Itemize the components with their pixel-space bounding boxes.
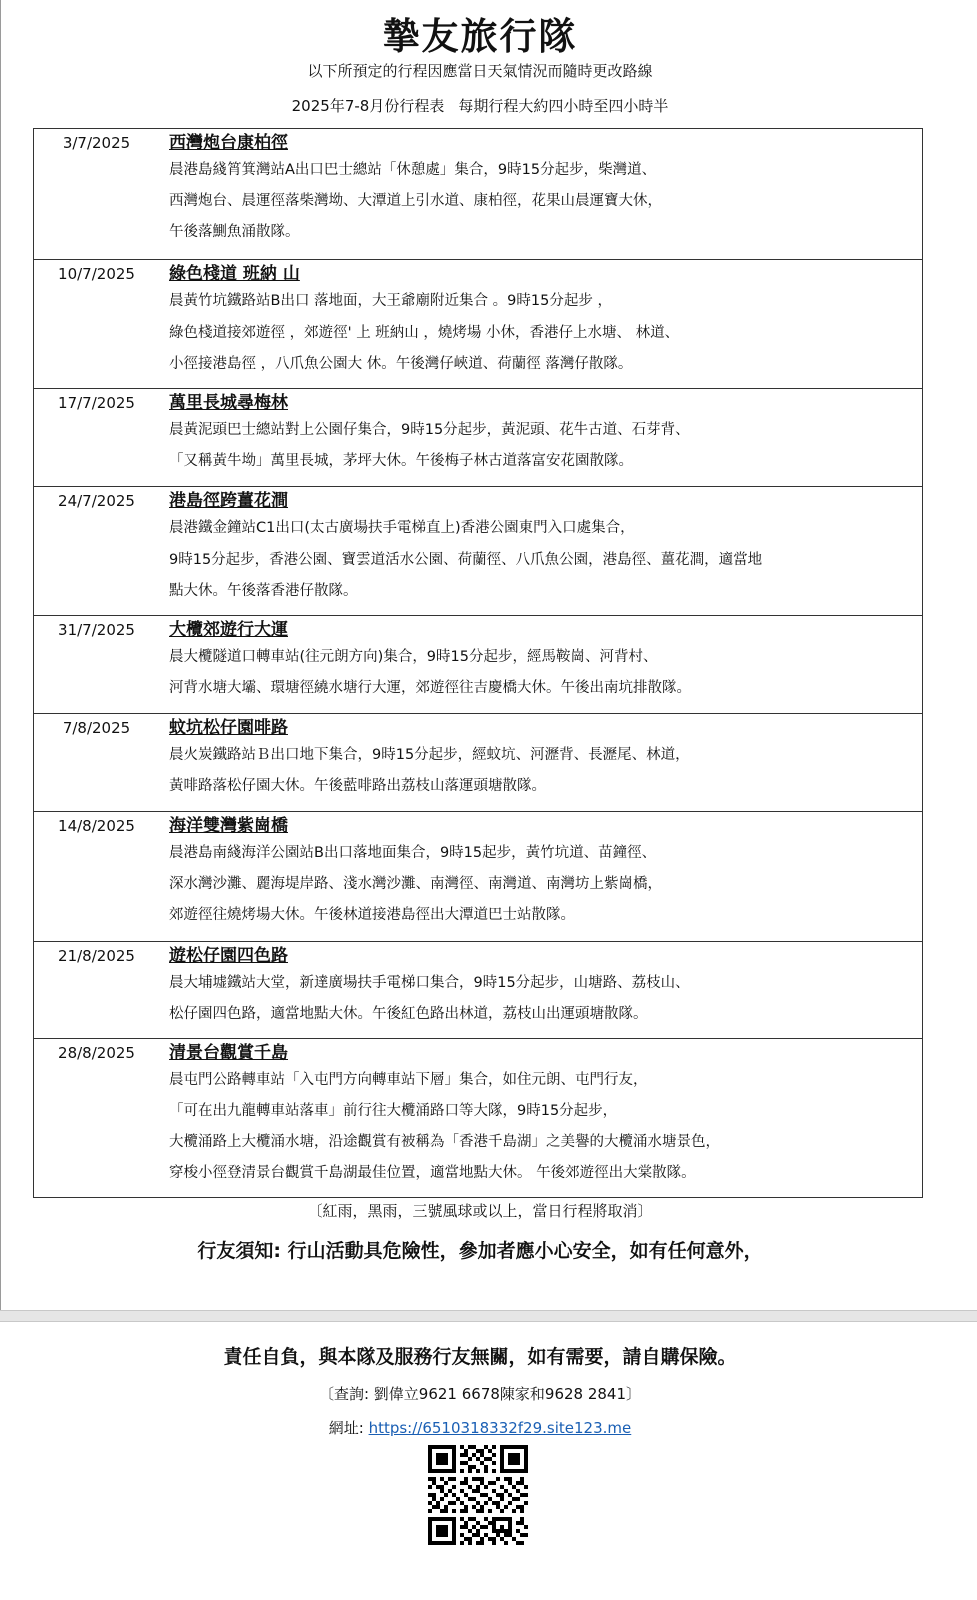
hike-details [169, 131, 918, 248]
route-description-line: 河背水塘大壩、環塘徑繞水塘行大運，郊遊徑往吉慶橋大休。午後出南坑排散隊。 [169, 680, 691, 696]
hike-details [169, 391, 918, 477]
schedule-row [34, 259, 922, 388]
route-description-line: 綠色棧道接郊遊徑 ，郊遊徑' 上 班納山 ，燒烤場 小休，香港仔上水塘、 林道、 [169, 324, 680, 341]
route-description-line: 大欖涌路上大欖涌水塘，沿途觀賞有被稱為「香港千島湖」之美譽的大欖涌水塘景色， [169, 1134, 720, 1150]
hike-details [169, 618, 918, 704]
safety-notice: 行友須知: 行山活動具危險性，參加者應小心安全，如有任何意外， [197, 1240, 763, 1262]
schedule-row [34, 388, 922, 486]
route-description-line: 晨大欖隧道口轉車站(往元朗方向)集合，9時15分起步，經馬鞍崗、河背村、 [169, 649, 658, 665]
route-name: 海洋雙灣紫崗橋 [169, 816, 288, 836]
route-description-line: 深水灣沙灘、麗海堤岸路、淺水灣沙灘、南灣徑、南灣道、南灣坊上紫崗橋， [169, 876, 662, 892]
route-description-line: 午後落鰂魚涌散隊。 [169, 224, 300, 240]
route-description-line: 點大休。午後落香港仔散隊。 [169, 583, 358, 599]
route-description-line: 穿梭小徑登清景台觀賞千島湖最佳位置，適當地點大休。 午後郊遊徑出大棠散隊。 [169, 1165, 696, 1181]
schedule-table [33, 128, 923, 1198]
schedule-row [34, 1038, 922, 1197]
route-name: 大欖郊遊行大運 [169, 620, 288, 640]
route-description-line: 「又稱黃牛坳」萬里長城，茅坪大休。午後梅子林古道落富安花園散隊。 [169, 453, 633, 469]
hike-date: 14/8/2025 [58, 817, 135, 835]
page-subtitle: 以下所預定的行程因應當日天氣情況而隨時更改路線 [307, 62, 653, 80]
hike-details [169, 489, 918, 608]
route-name: 港島徑跨薑花澗 [169, 491, 288, 511]
hike-date: 10/7/2025 [58, 265, 135, 283]
route-name: 清景台觀賞千島 [169, 1043, 288, 1063]
route-name: 綠色棧道 班納 山 [169, 264, 300, 284]
route-description-line: 「可在出九龍轉車站落車」前行往大欖涌路口等大隊，9時15分起步， [169, 1103, 618, 1119]
route-name: 萬里長城尋梅林 [169, 393, 288, 413]
route-description-line: 晨黃泥頭巴士總站對上公園仔集合，9時15分起步，黃泥頭、花牛古道、石芽背、 [169, 422, 690, 438]
route-description-line: 黃啡路落松仔園大休。午後藍啡路出荔枝山落運頭塘散隊。 [169, 778, 546, 794]
schedule-row [34, 941, 922, 1038]
page-title: 摯友旅行隊 [382, 15, 578, 58]
route-description-line: 西灣炮台、晨運徑落柴灣坳、大潭道上引水道、康柏徑，花果山晨運寶大休， [169, 193, 662, 209]
hike-details [169, 944, 918, 1030]
hike-date: 7/8/2025 [62, 719, 131, 737]
route-description-line: 晨港島綫筲箕灣站A出口巴士總站「休憩處」集合，9時15分起步，柴灣道、 [169, 162, 657, 178]
schedule-row [34, 811, 922, 941]
hike-date: 17/7/2025 [58, 394, 135, 412]
qr-code-icon [428, 1445, 528, 1545]
route-description-line: 晨港鐵金鐘站C1出口(太古廣場扶手電梯直上)香港公園東門入口處集合， [169, 520, 635, 536]
liability-disclaimer: 責任自負，與本隊及服務行友無關，如有需要，請自購保險。 [223, 1346, 737, 1368]
enquiry-contacts: 〔查詢: 劉偉立9621 6678陳家和9628 2841〕 [318, 1385, 642, 1403]
schedule-row [34, 129, 922, 259]
route-description-line: 晨黃竹坑鐵路站B出口 落地面，大王爺廟附近集合 。9時15分起步 ， [169, 293, 612, 309]
hike-date: 31/7/2025 [58, 621, 135, 639]
schedule-row [34, 486, 922, 615]
route-name: 蚊坑松仔園啡路 [169, 718, 288, 738]
website-line [0, 1417, 960, 1438]
website-link[interactable]: https://6510318332f29.site123.me [368, 1419, 632, 1437]
route-description-line: 晨屯門公路轉車站「入屯門方向轉車站下層」集合，如住元朗、屯門行友， [169, 1072, 648, 1088]
schedule-row [34, 713, 922, 811]
page-edge [0, 0, 1, 1310]
hike-details [169, 716, 918, 802]
page-break [0, 1310, 977, 1322]
route-description-line: 松仔園四色路，適當地點大休。午後紅色路出林道，荔枝山出運頭塘散隊。 [169, 1006, 648, 1022]
hike-date: 24/7/2025 [58, 492, 135, 510]
hike-date: 3/7/2025 [62, 134, 131, 152]
route-description-line: 9時15分起步，香港公園、寶雲道活水公園、荷蘭徑、八爪魚公園，港島徑、薑花澗，適當地 [169, 551, 763, 568]
website-label: 網址: [328, 1419, 369, 1437]
hike-date: 21/8/2025 [58, 947, 135, 965]
hike-details [169, 262, 918, 381]
route-name: 西灣炮台康柏徑 [169, 133, 288, 153]
route-name: 遊松仔園四色路 [169, 946, 288, 966]
route-description-line: 晨火炭鐵路站Ｂ出口地下集合，9時15分起步，經蚊坑、河瀝背、長瀝尾、林道， [169, 747, 690, 763]
route-description-line: 郊遊徑往燒烤場大休。午後林道接港島徑出大潭道巴士站散隊。 [169, 907, 575, 923]
schedule-row [34, 615, 922, 713]
period-label: 2025年7-8月份行程表 [291, 97, 445, 115]
route-description-line: 晨大埔墟鐵站大堂，新達廣場扶手電梯口集合，9時15分起步，山塘路、荔枝山、 [169, 975, 690, 991]
duration-label: 每期行程大約四小時至四小時半 [458, 97, 669, 115]
route-description-line: 晨港島南綫海洋公園站B出口落地面集合，9時15起步，黃竹坑道、苗鐘徑、 [169, 845, 657, 861]
route-description-line: 小徑接港島徑 ，八爪魚公園大 休。午後灣仔峽道、荷蘭徑 落灣仔散隊。 [169, 356, 633, 372]
hike-date: 28/8/2025 [58, 1044, 135, 1062]
cancellation-note: 〔紅雨，黑雨，三號風球或以上，當日行程將取消〕 [307, 1202, 653, 1220]
hike-details [169, 814, 918, 931]
schedule-period [0, 95, 960, 116]
hike-details [169, 1041, 918, 1189]
